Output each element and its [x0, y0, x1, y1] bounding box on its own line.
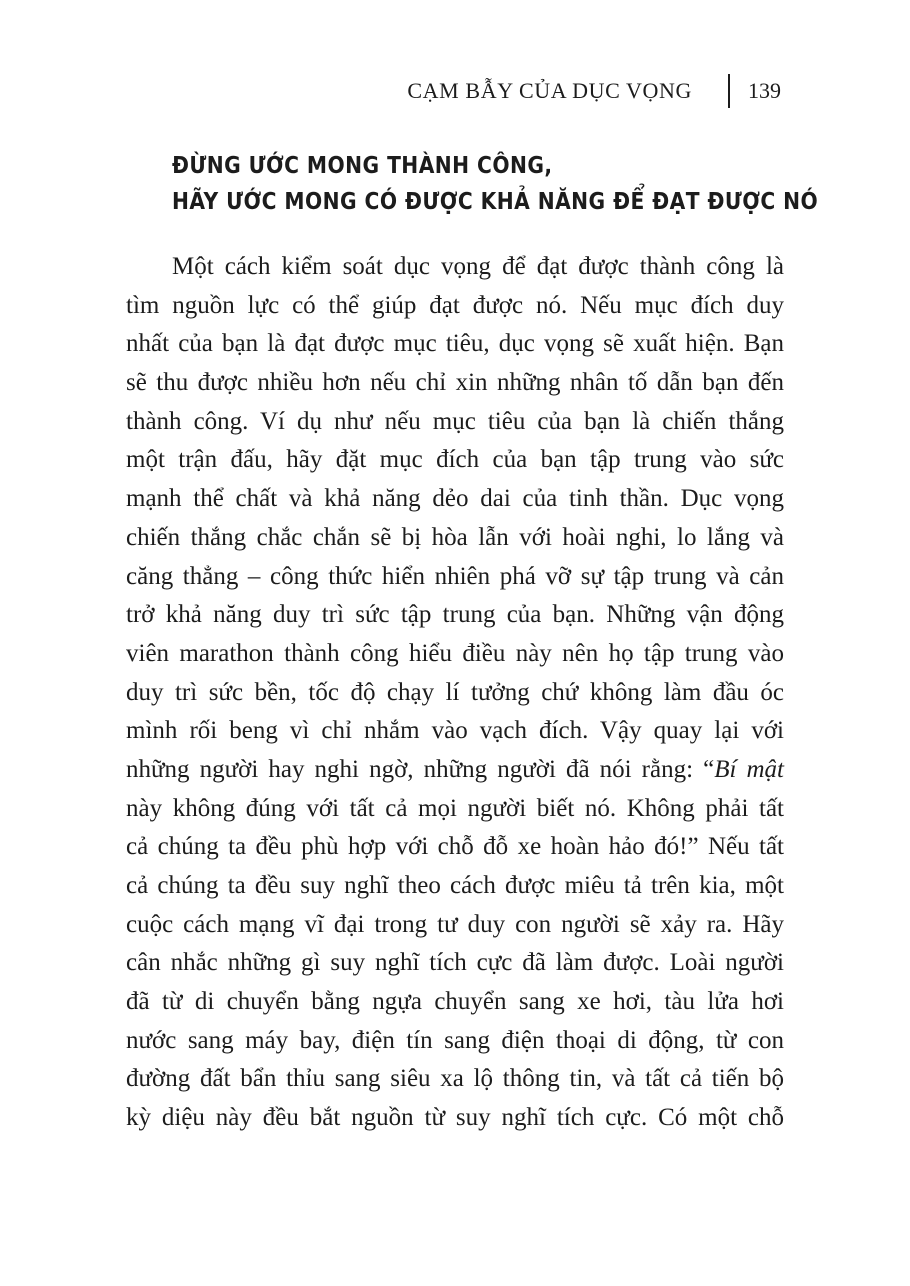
section-heading-line: ĐỪNG ƯỚC MONG THÀNH CÔNG, [172, 153, 553, 179]
body-line: cả chúng ta đều suy nghĩ theo cách được miêu tả trên kia, một [126, 872, 784, 899]
body-line: viên marathon thành công hiểu điều này nên họ tập trung vào [126, 639, 784, 667]
running-header [0, 74, 910, 110]
body-line: căng thẳng – công thức hiển nhiên phá vỡ sự tập trung và cản [126, 562, 784, 590]
body-paragraph [126, 248, 784, 1138]
body-line: nhất của bạn là đạt được mục tiêu, dục vọng sẽ xuất hiện. Bạn [126, 330, 784, 358]
running-title: CẠM BẪY CỦA DỤC VỌNG [407, 78, 692, 103]
italic-book-title: Bí mật [714, 755, 784, 783]
body-line: mình rối beng vì chỉ nhắm vào vạch đích. Vậy quay lại với [126, 717, 784, 745]
body-line: đường đất bẩn thỉu sang siêu xa lộ thông tin, và tất cả tiến bộ [126, 1065, 784, 1093]
body-line [126, 751, 784, 790]
body-line: kỳ diệu này đều bắt nguồn từ suy nghĩ tích cực. Có một chỗ [126, 1104, 784, 1132]
body-line: cân nhắc những gì suy nghĩ tích cực đã làm được. Loài người [126, 949, 784, 977]
body-line: nước sang máy bay, điện tín sang điện thoại di động, từ con [126, 1026, 784, 1054]
body-line: Một cách kiểm soát dục vọng để đạt được thành công là [172, 253, 784, 280]
section-heading-line: HÃY ƯỚC MONG CÓ ĐƯỢC KHẢ NĂNG ĐỂ ĐẠT ĐƯỢC NÓ [172, 189, 819, 215]
body-line: duy trì sức bền, tốc độ chạy lí tưởng chứ không làm đầu óc [126, 678, 784, 706]
body-line: thành công. Ví dụ như nếu mục tiêu của bạn là chiến thắng [126, 407, 784, 435]
body-line: mạnh thể chất và khả năng dẻo dai của tinh thần. Dục vọng [126, 485, 784, 513]
section-heading [172, 148, 818, 220]
header-divider [728, 74, 730, 108]
page-number: 139 [748, 78, 781, 103]
body-line: một trận đấu, hãy đặt mục đích của bạn tập trung vào sức [126, 446, 784, 474]
body-line: sẽ thu được nhiều hơn nếu chỉ xin những nhân tố dẫn bạn đến [126, 369, 784, 397]
body-line: tìm nguồn lực có thể giúp đạt được nó. Nếu mục đích duy [126, 291, 784, 319]
body-line-text: những người hay nghi ngờ, những người đã nói rằng: “ [126, 755, 715, 783]
body-line: chiến thắng chắc chắn sẽ bị hòa lẫn với hoài nghi, lo lắng và [126, 523, 784, 551]
body-line: đã từ di chuyển bằng ngựa chuyển sang xe hơi, tàu lửa hơi [126, 988, 784, 1016]
body-line: này không đúng với tất cả mọi người biết nó. Không phải tất [126, 794, 784, 822]
body-line: cuộc cách mạng vĩ đại trong tư duy con người sẽ xảy ra. Hãy [126, 910, 784, 938]
body-line: cả chúng ta đều phù hợp với chỗ đỗ xe hoàn hảo đó!” Nếu tất [126, 833, 784, 861]
body-line: trở khả năng duy trì sức tập trung của bạn. Những vận động [126, 601, 784, 629]
